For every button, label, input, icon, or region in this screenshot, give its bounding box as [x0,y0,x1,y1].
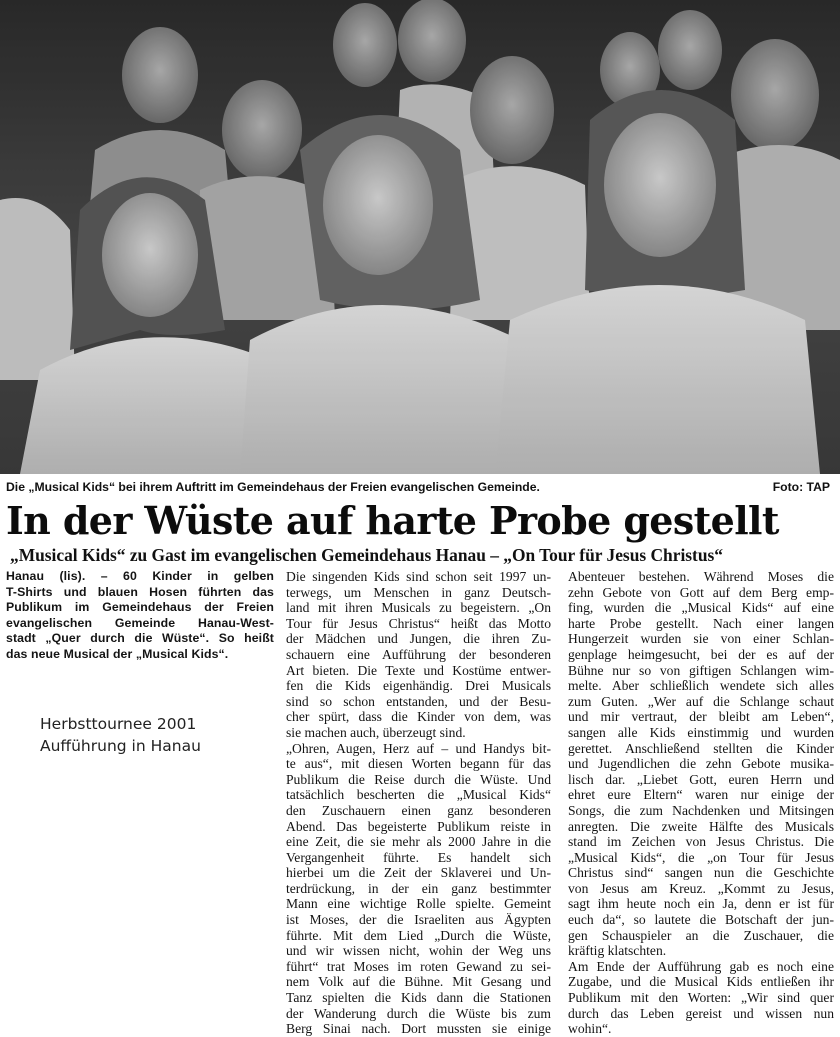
body-line: land mit ihren Musicals zu begeistern. „On [286,600,551,616]
body-line: „Musical Kids“, die „on Tour für Jesus [568,849,834,865]
body-line: der Wanderung durch die Wüste bis zum [286,1005,551,1021]
body-line: fing, wurden die „Musical Kids“ auf eine [568,600,834,616]
lead-line: das neue Musical der „Musical Kids“. [6,646,229,661]
body-line: nem Volk auf die Bühne. Mit Gesang und [286,974,551,990]
body-line: Vergangenheit führte. Es handelt sich [286,849,551,865]
photo-credit: Foto: TAP [772,480,830,494]
body-line: zum Guten. „Wer auf die Schlange schaut [568,693,834,709]
body-line: Tour für Jesus Christus“ heißt das Motto [286,615,551,631]
body-line: Songs, die zum Nachdenken und Mitsingen [568,802,834,818]
body-line: gerettet. Anschließend stellten die Kinder [568,740,834,756]
body-line: anregten. Die zweite Hälfte des Musicals [568,818,834,834]
body-line: gen Schauspieler an die Zuschauer, die [568,927,834,943]
body-line: te aus“, mit diesen Worten begann für das [286,756,551,772]
lead-line: evangelischen Gemeinde Hanau-West- [6,615,274,630]
body-line: den Zuschauern einen ganz besonderen [286,802,551,818]
body-line: Hungerzeit wurden sie von einer Schlan- [568,631,834,647]
article-photo [0,0,840,474]
body-line: führte. Mit dem Lied „Durch die Wüste, [286,927,551,943]
lead-line: T-Shirts und blauen Hosen führten das [6,584,274,599]
body-line: ist Moses, der die Israeliten aus Ägypten [286,912,551,928]
children-choir-photo [0,0,840,474]
body-line: sagt ihm heute noch ein Ja, denn er ist für [568,896,834,912]
body-line: Am Ende der Aufführung gab es noch eine [568,958,834,974]
body-line: Mann eine wichtige Rolle spielte. Gemeint [286,896,551,912]
body-line: von Jesus am Kreuz. „Kommt zu Jesus, [568,880,834,896]
headline: In der Wüste auf harte Probe gestellt [6,498,779,543]
body-column-2 [286,569,551,1037]
lead-column [6,569,274,663]
body-line: euch da“, so lautete die Botschaft der jun- [568,912,834,928]
body-column-3 [568,569,834,1037]
tour-note [40,713,250,757]
body-line: und mir vertraut, der bleibt am Leben“, [568,709,834,725]
body-line: zehn Gebote von Gott auf dem Berg emp- [568,584,834,600]
body-line: Berg Sinai nach. Dort mussten sie einige [286,1021,551,1037]
lead-line: stadt „Quer durch die Wüste“. So heißt [6,631,274,646]
tour-note-line: Herbsttournee 2001 [40,715,197,733]
body-line: sind so schon entstanden, und der Besu- [286,693,551,709]
body-line: Abend. Das begeisterte Publikum reiste in [286,818,551,834]
body-line: und Jugendlichen die zehn Gebote musika- [568,756,834,772]
subheadline: „Musical Kids“ zu Gast im evangelischen Gemeindehaus Hanau – „On Tour für Jesus Christus“ [10,545,723,565]
body-line: Tanz spielten die Kids dann die Stationen [286,990,551,1006]
body-line: „Ohren, Augen, Herz auf – und Handys bit- [286,740,551,756]
body-line: Zugabe, und die Musical Kids entließen ihr [568,974,834,990]
tour-note-line: Aufführung in Hanau [40,737,201,755]
body-line: Die singenden Kids sind schon seit 1997 un- [286,569,551,584]
photo-caption: Die „Musical Kids“ bei ihrem Auftritt im Gemeindehaus der Freien evangelischen Gemeinde. [6,480,540,494]
body-line: Bühne nur so von giftigen Schlangen wim- [568,662,834,678]
body-line: eine Zeit, die sie mehr als 2000 Jahre in die [286,834,551,850]
body-line: genplage heimgesucht, bei der es auf der [568,646,834,662]
body-line: wohin“. [568,1021,612,1037]
body-line: kräftig klatschten. [568,943,667,959]
body-line: Christus sind“ sangen nun die Geschichte [568,865,834,881]
body-line: Abenteuer bestehen. Während Moses die [568,569,834,584]
body-line: Publikum die Reise durch die Wüste. Und [286,771,551,787]
body-line: terdrückung, in der ein ganz bestimmter [286,880,551,896]
body-line: ehret eure Eltern“ waren nur einige der [568,787,834,803]
body-line: stand im Zeichen von Jesus Christus. Die [568,834,834,850]
body-line: schauern eine Aufführung der besonderen [286,646,551,662]
body-line: der Mädchen und Jungen, die ihren Zu- [286,631,551,647]
lead-line: Publikum im Gemeindehaus der Freien [6,600,274,615]
body-line: durch das Leben gereist und wissen nun [568,1005,834,1021]
body-line: und wir wissen nicht, wohin der Weg uns [286,943,551,959]
body-line: hierbei um die Zeit der Sklaverei und Un- [286,865,551,881]
body-line: tatsächlich bescherten die „Musical Kids“ [286,787,551,803]
body-line: fen die Kids eigenhändig. Drei Musicals [286,678,551,694]
body-line: harte Probe gestellt. Nach einer langen [568,615,834,631]
body-line: lisch dar. „Liebet Gott, euren Herrn und [568,771,834,787]
body-line: melte. Aber schließlich wendete sich alles [568,678,834,694]
body-line: Publikum mit den Worten: „Wir sind quer [568,990,834,1006]
body-line: terwegs, um Menschen in ganz Deutsch- [286,584,551,600]
body-line: sie machen auch, überzeugt sind. [286,724,466,740]
photo-caption-row [6,477,830,497]
lead-line: Hanau (lis). – 60 Kinder in gelben [6,569,274,583]
body-line: führt“ trat Moses im roten Gewand zu sei- [286,958,551,974]
body-line: cher spürt, dass die Kinder von dem, was [286,709,551,725]
body-line: sangen alle Kids einstimmig und wurden [568,724,834,740]
body-line: Art bieten. Die Texte und Kostüme entwer- [286,662,551,678]
